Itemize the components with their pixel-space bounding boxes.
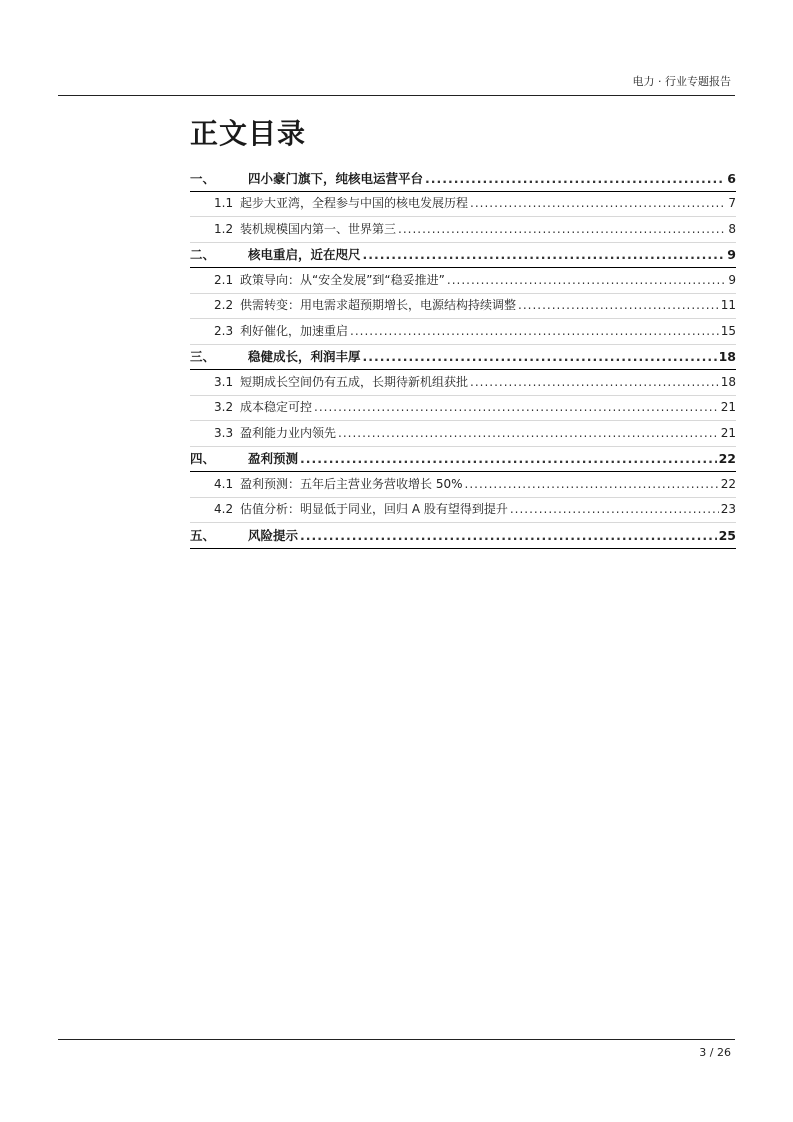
toc-section-entry[interactable]: [190, 396, 736, 422]
toc-dot-leader: [447, 268, 726, 293]
toc-entry-title: 短期成长空间仍有五成，长期待新机组获批: [240, 374, 469, 389]
table-of-contents: [190, 166, 736, 549]
toc-section-entry[interactable]: [190, 421, 736, 447]
toc-section-entry[interactable]: [190, 294, 736, 320]
toc-dot-leader: [510, 497, 719, 522]
toc-entry-title: 装机规模国内第一、世界第三: [240, 221, 397, 236]
toc-entry-title: 稳健成长，利润丰厚: [248, 349, 361, 364]
toc-dot-leader: [518, 293, 719, 318]
toc-entry-page: 25: [718, 527, 736, 543]
toc-entry-title: 四小豪门旗下，纯核电运营平台: [248, 170, 424, 186]
page-title: 正文目录: [190, 117, 307, 150]
toc-dot-leader: [363, 242, 726, 267]
toc-entry-number: 五、: [190, 527, 216, 543]
toc-dot-leader: [314, 395, 719, 420]
toc-section-entry[interactable]: [190, 192, 736, 218]
toc-entry-page: 15: [720, 323, 736, 338]
toc-entry-number: 四、: [190, 451, 216, 466]
toc-chapter-entry[interactable]: [190, 447, 736, 473]
toc-entry-number: 1.2: [214, 221, 234, 236]
toc-entry-page: 23: [720, 502, 736, 516]
toc-entry-number: 2.1: [214, 272, 234, 287]
toc-entry-title: 估值分析：明显低于同业，回归 A 股有望得到提升: [240, 502, 508, 516]
toc-dot-leader: [300, 446, 717, 471]
toc-entry-number: 2.2: [214, 298, 234, 312]
toc-entry-title: 政策导向：从“安全发展”到“稳妥推进”: [240, 272, 445, 287]
toc-entry-page: 18: [718, 349, 736, 364]
toc-entry-page: 8: [728, 221, 736, 236]
toc-entry-title: 风险提示: [248, 527, 299, 543]
toc-entry-page: 11: [720, 298, 736, 312]
toc-dot-leader: [398, 217, 726, 242]
toc-section-entry[interactable]: [190, 217, 736, 243]
toc-section-entry[interactable]: [190, 472, 736, 498]
toc-entry-title: 起步大亚湾，全程参与中国的核电发展历程: [240, 196, 469, 210]
toc-dot-leader: [425, 166, 725, 191]
toc-entry-number: 3.1: [214, 374, 234, 389]
toc-entry-title: 成本稳定可控: [240, 400, 313, 414]
toc-entry-number: 2.3: [214, 323, 234, 338]
toc-dot-leader: [470, 370, 719, 395]
page-number: 3 / 26: [699, 1046, 731, 1059]
toc-chapter-entry[interactable]: [190, 345, 736, 371]
toc-dot-leader: [363, 344, 717, 369]
toc-entry-page: 18: [720, 374, 736, 389]
toc-entry-title: 利好催化，加速重启: [240, 323, 349, 338]
toc-entry-page: 7: [728, 196, 736, 210]
toc-chapter-entry[interactable]: [190, 166, 736, 192]
toc-entry-number: 4.2: [214, 502, 234, 516]
toc-entry-page: 6: [727, 170, 736, 186]
toc-section-entry[interactable]: [190, 498, 736, 524]
toc-dot-leader: [300, 523, 717, 548]
toc-entry-page: 21: [720, 400, 736, 414]
toc-section-entry[interactable]: [190, 370, 736, 396]
toc-entry-title: 盈利预测: [248, 451, 299, 466]
toc-entry-page: 22: [720, 476, 736, 491]
toc-entry-title: 核电重启，近在咫尺: [248, 247, 361, 262]
report-header-label: 电力 · 行业专题报告: [632, 75, 731, 88]
toc-entry-page: 9: [728, 272, 736, 287]
toc-dot-leader: [338, 421, 719, 446]
toc-dot-leader: [465, 472, 719, 497]
toc-entry-number: 二、: [190, 247, 216, 262]
toc-section-entry[interactable]: [190, 319, 736, 345]
header-divider: [58, 95, 735, 96]
toc-entry-title: 供需转变：用电需求超预期增长，电源结构持续调整: [240, 298, 517, 312]
toc-entry-number: 4.1: [214, 476, 234, 491]
toc-dot-leader: [470, 191, 726, 216]
footer-divider: [58, 1039, 735, 1040]
toc-entry-number: 一、: [190, 170, 216, 186]
toc-entry-number: 3.2: [214, 400, 234, 414]
toc-entry-title: 盈利预测：五年后主营业务营收增长 50%: [240, 476, 463, 491]
toc-entry-number: 3.3: [214, 425, 234, 440]
toc-entry-number: 1.1: [214, 196, 234, 210]
toc-entry-page: 9: [727, 247, 736, 262]
toc-entry-title: 盈利能力业内领先: [240, 425, 337, 440]
toc-entry-page: 22: [718, 451, 736, 466]
toc-dot-leader: [350, 319, 719, 344]
toc-section-entry[interactable]: [190, 268, 736, 294]
toc-entry-number: 三、: [190, 349, 216, 364]
toc-chapter-entry[interactable]: [190, 243, 736, 269]
toc-chapter-entry[interactable]: [190, 523, 736, 549]
toc-entry-page: 21: [720, 425, 736, 440]
